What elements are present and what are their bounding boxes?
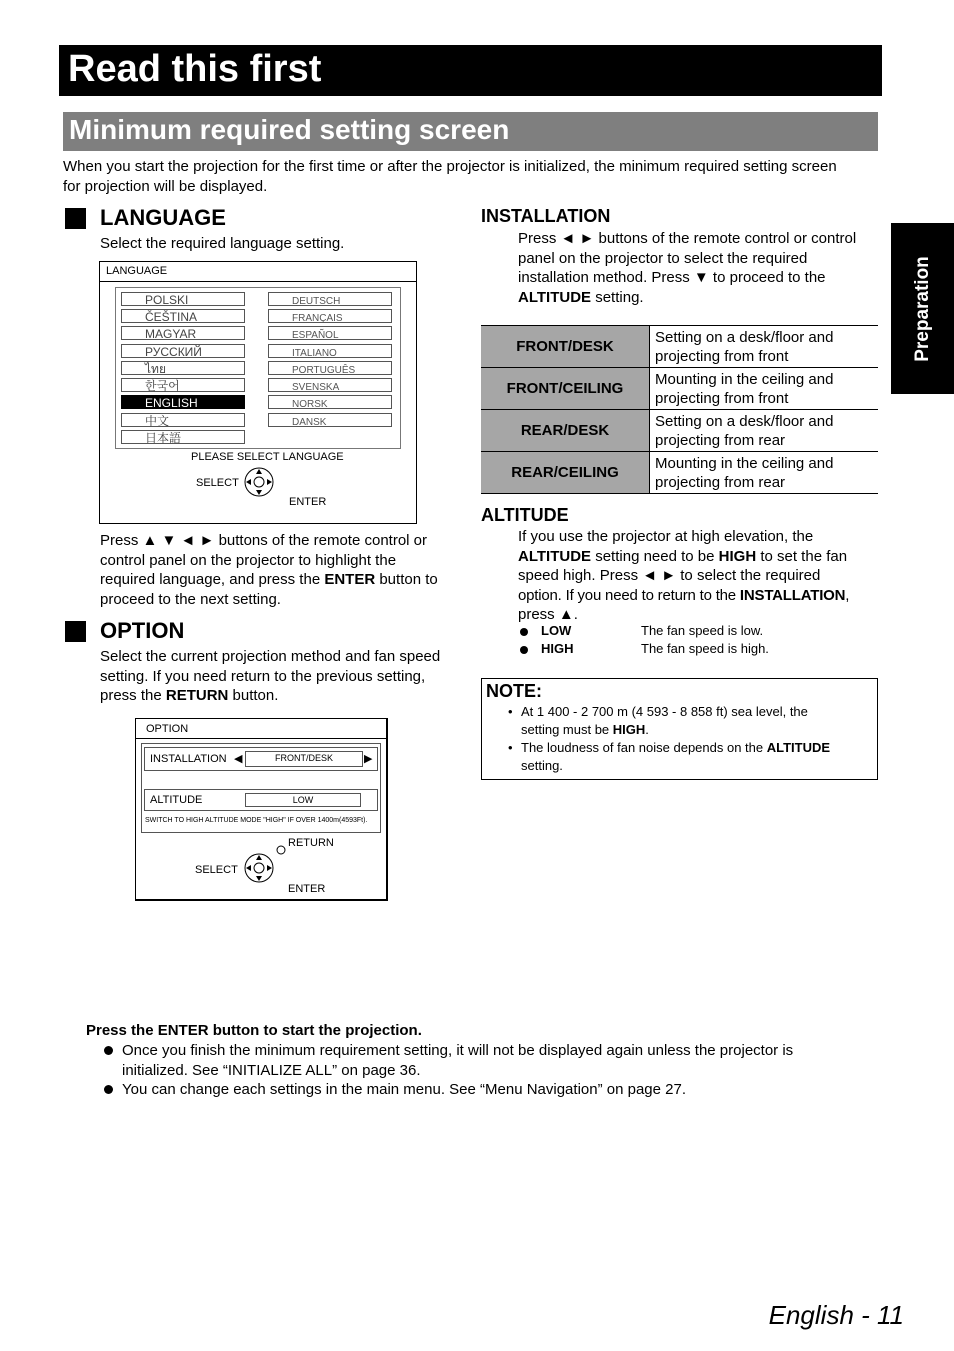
- section-marker: [65, 208, 86, 229]
- bullet-icon: [520, 628, 528, 636]
- language-press-text: Press ▲ ▼ ◄ ► buttons of the remote control or control panel on the projector to highlight the required language, and press the ENTER button to proceed to the next setting.: [100, 532, 438, 608]
- option-screen-titlebar: [136, 719, 386, 739]
- low-desc: The fan speed is low.: [641, 623, 764, 638]
- select-label: SELECT: [195, 864, 238, 876]
- lang-option[interactable]: PORTUGUÊS: [268, 361, 392, 375]
- lang-option[interactable]: ITALIANO: [268, 344, 392, 358]
- left-arrow-icon[interactable]: ◀: [234, 753, 243, 765]
- table-row: REAR/CEILING Mounting in the ceiling and projecting from rear: [481, 452, 878, 494]
- option-heading: OPTION: [100, 618, 185, 643]
- lang-option[interactable]: ČEŠTINA: [121, 309, 245, 323]
- side-tab-label: Preparation: [911, 255, 933, 362]
- installation-text: Press ◄ ► buttons of the remote control or control panel on the projector to select the required installation method. Press ▼ to proceed to the ALTITUDE setting.: [518, 230, 857, 306]
- right-arrow-icon[interactable]: ▶: [364, 753, 373, 765]
- language-list: [115, 287, 401, 449]
- return-label: RETURN: [288, 837, 334, 849]
- installation-row[interactable]: INSTALLATION ◀ FRONT/DESK ▶: [144, 747, 378, 771]
- footer-bold-text: Press the ENTER button to start the projection.: [86, 1022, 422, 1039]
- lang-option[interactable]: 日本語: [121, 430, 245, 444]
- select-label: SELECT: [196, 477, 239, 489]
- language-screen: [99, 261, 417, 524]
- table-row: FRONT/CEILING Mounting in the ceiling and projecting from front: [481, 368, 878, 410]
- language-screen-title: LANGUAGE: [106, 265, 168, 277]
- title-bar: [59, 45, 882, 96]
- language-desc: Select the required language setting.: [100, 235, 345, 252]
- high-desc: The fan speed is high.: [641, 641, 769, 656]
- bullet-icon: [104, 1046, 113, 1055]
- altitude-row[interactable]: ALTITUDE LOW: [144, 789, 378, 811]
- lang-option[interactable]: SVENSKA: [268, 378, 392, 392]
- low-label: LOW: [541, 623, 572, 638]
- note-item: The loudness of fan noise depends on the ALTITUDE setting.: [521, 740, 831, 773]
- return-button-icon: [276, 845, 286, 855]
- lang-option[interactable]: ไทย: [121, 361, 245, 375]
- note-heading: NOTE:: [486, 681, 542, 701]
- lang-option[interactable]: ESPAÑOL: [268, 326, 392, 340]
- section-marker: [65, 621, 86, 642]
- lang-option[interactable]: 한국어: [121, 378, 245, 392]
- altitude-value[interactable]: LOW: [245, 793, 361, 807]
- altitude-heading: ALTITUDE: [481, 505, 569, 525]
- installation-heading: INSTALLATION: [481, 206, 611, 226]
- lang-option[interactable]: MAGYAR: [121, 326, 245, 340]
- lang-option[interactable]: 中文: [121, 413, 245, 427]
- option-desc: Select the current projection method and fan speed setting. If you need return to the previous setting, press the RETURN button.: [100, 648, 441, 704]
- installation-value[interactable]: FRONT/DESK: [245, 751, 363, 767]
- option-settings-panel: [141, 743, 381, 833]
- page-title: Read this first: [68, 48, 322, 90]
- option-screen: [135, 718, 388, 901]
- section-title: Minimum required setting screen: [69, 114, 510, 145]
- bullet-icon: [104, 1085, 113, 1094]
- altitude-switch-note: SWITCH TO HIGH ALTITUDE MODE "HIGH" IF OVER 1400m(4593Ft).: [145, 817, 368, 824]
- language-heading: LANGUAGE: [100, 205, 226, 230]
- table-row: REAR/DESK Setting on a desk/floor and projecting from rear: [481, 410, 878, 452]
- language-prompt: PLEASE SELECT LANGUAGE: [191, 451, 344, 463]
- bullet-icon: •: [508, 704, 513, 719]
- note-box: [481, 678, 878, 780]
- lang-option[interactable]: FRANÇAIS: [268, 309, 392, 323]
- lang-option[interactable]: РУССКИЙ: [121, 344, 245, 358]
- lang-option[interactable]: POLSKI: [121, 292, 245, 306]
- direction-pad-icon: [244, 853, 274, 883]
- language-screen-titlebar: [100, 262, 416, 282]
- installation-table: [481, 325, 878, 494]
- option-screen-title: OPTION: [146, 723, 189, 735]
- note-item: At 1 400 - 2 700 m (4 593 - 8 858 ft) sea level, the setting must be HIGH.: [521, 704, 808, 737]
- table-row: FRONT/DESK Setting on a desk/floor and projecting from front: [481, 326, 878, 368]
- subtitle-bar: [63, 112, 878, 151]
- altitude-text: If you use the projector at high elevation, the ALTITUDE setting need to be HIGH to set the fan speed high. Press ◄ ► to select the required option. If you need to return to the INSTALLATION, press ▲.: [518, 528, 850, 623]
- lang-option[interactable]: DANSK: [268, 413, 392, 427]
- intro-text: When you start the projection for the first time or after the projector is initialized, the minimum required setting screen for projection will be displayed.: [63, 158, 837, 195]
- bullet-icon: [520, 646, 528, 654]
- enter-label: ENTER: [288, 883, 326, 895]
- lang-option[interactable]: NORSK: [268, 395, 392, 409]
- footer-bullet: You can change each settings in the main menu. See “Menu Navigation” on page 27.: [122, 1081, 686, 1098]
- direction-pad-icon: [244, 467, 274, 497]
- footer-bullet: Once you finish the minimum requirement setting, it will not be displayed again unless the projector is initialized. See “INITIALIZE ALL” on page 36.: [122, 1042, 794, 1079]
- enter-label: ENTER: [289, 496, 327, 508]
- high-label: HIGH: [541, 641, 574, 656]
- lang-option-selected[interactable]: ENGLISH: [121, 395, 245, 409]
- side-tab: [891, 223, 954, 394]
- bullet-icon: •: [508, 740, 513, 755]
- page-number: English - 11: [768, 1300, 904, 1330]
- lang-option[interactable]: DEUTSCH: [268, 292, 392, 306]
